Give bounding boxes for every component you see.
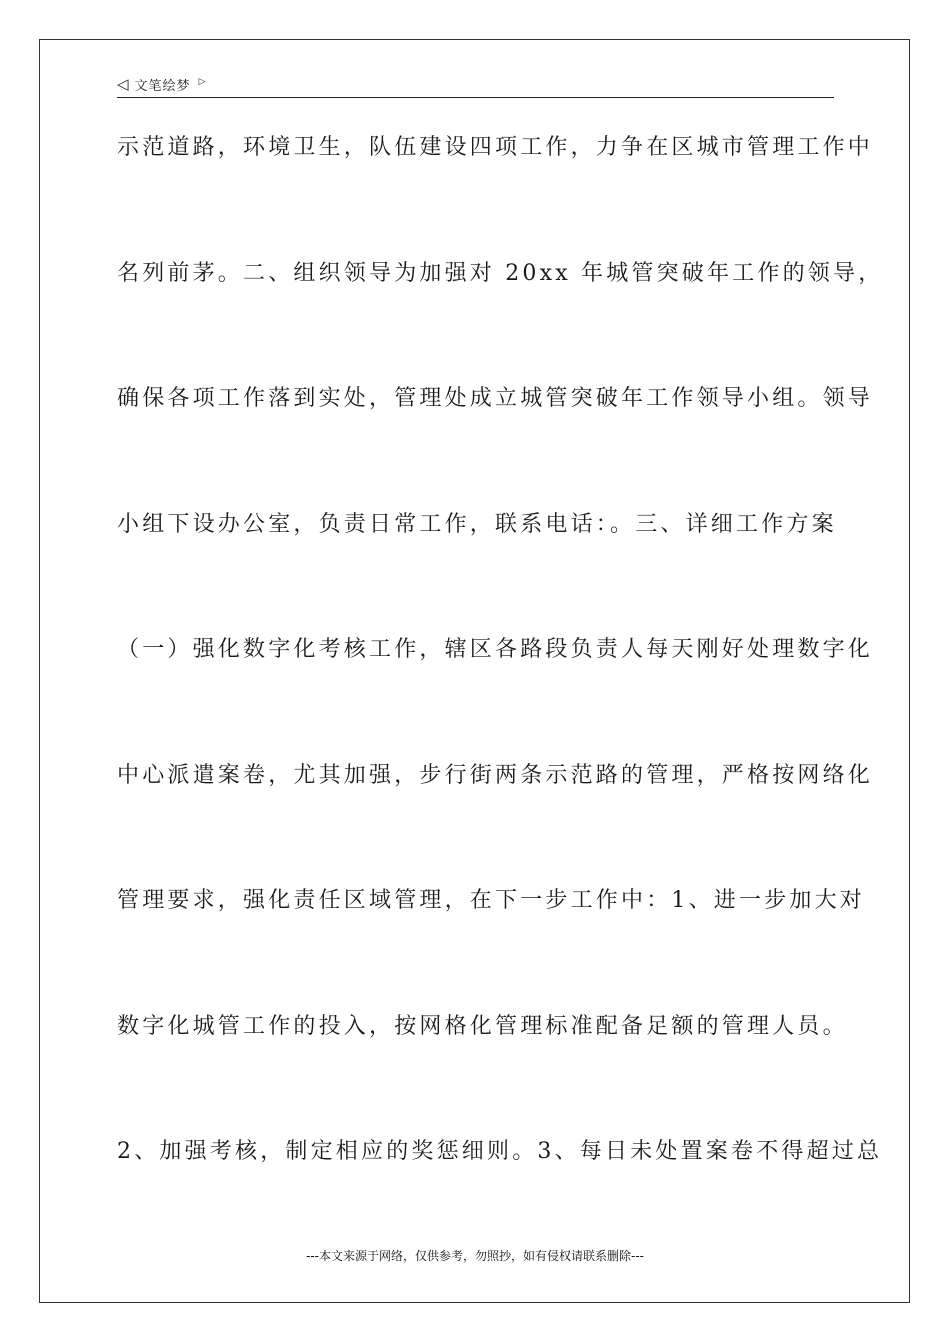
body-line: 数字化城管工作的投入，按网格化管理标准配备足额的管理人员。 bbox=[117, 1013, 848, 1039]
body-line: 中心派遣案卷，尤其加强，步行街两条示范路的管理，严格按网络化 bbox=[117, 762, 874, 788]
page-footer: ---本文来源于网络，仅供参考，勿照抄，如有侵权请联系删除--- bbox=[306, 1249, 644, 1263]
body-line: （一）强化数字化考核工作，辖区各路段负责人每天刚好处理数字化 bbox=[117, 637, 874, 662]
body-line: 名列前茅。二、组织领导为加强对 20xx 年城管突破年工作的领导， bbox=[117, 260, 884, 286]
body-line: 管理要求，强化责任区域管理，在下一步工作中：1、进一步加大对 bbox=[117, 888, 865, 913]
body-line: 2、加强考核，制定相应的奖惩细则。3、每日未处置案卷不得超过总 bbox=[117, 1139, 883, 1164]
header-brand: 文笔绘梦 bbox=[134, 79, 191, 94]
body-line: 小组下设办公室，负责日常工作，联系电话：。三、详细工作方案 bbox=[117, 511, 837, 537]
left-triangle-icon: ◁ bbox=[117, 75, 129, 93]
right-triangle-icon: ▷ bbox=[198, 76, 206, 87]
body-line: 确保各项工作落到实处，管理处成立城管突破年工作领导小组。领导 bbox=[117, 386, 874, 411]
page-header bbox=[117, 72, 834, 98]
body-line: 示范道路，环境卫生，队伍建设四项工作，力争在区城市管理工作中 bbox=[117, 135, 874, 160]
document-body bbox=[117, 130, 884, 1260]
